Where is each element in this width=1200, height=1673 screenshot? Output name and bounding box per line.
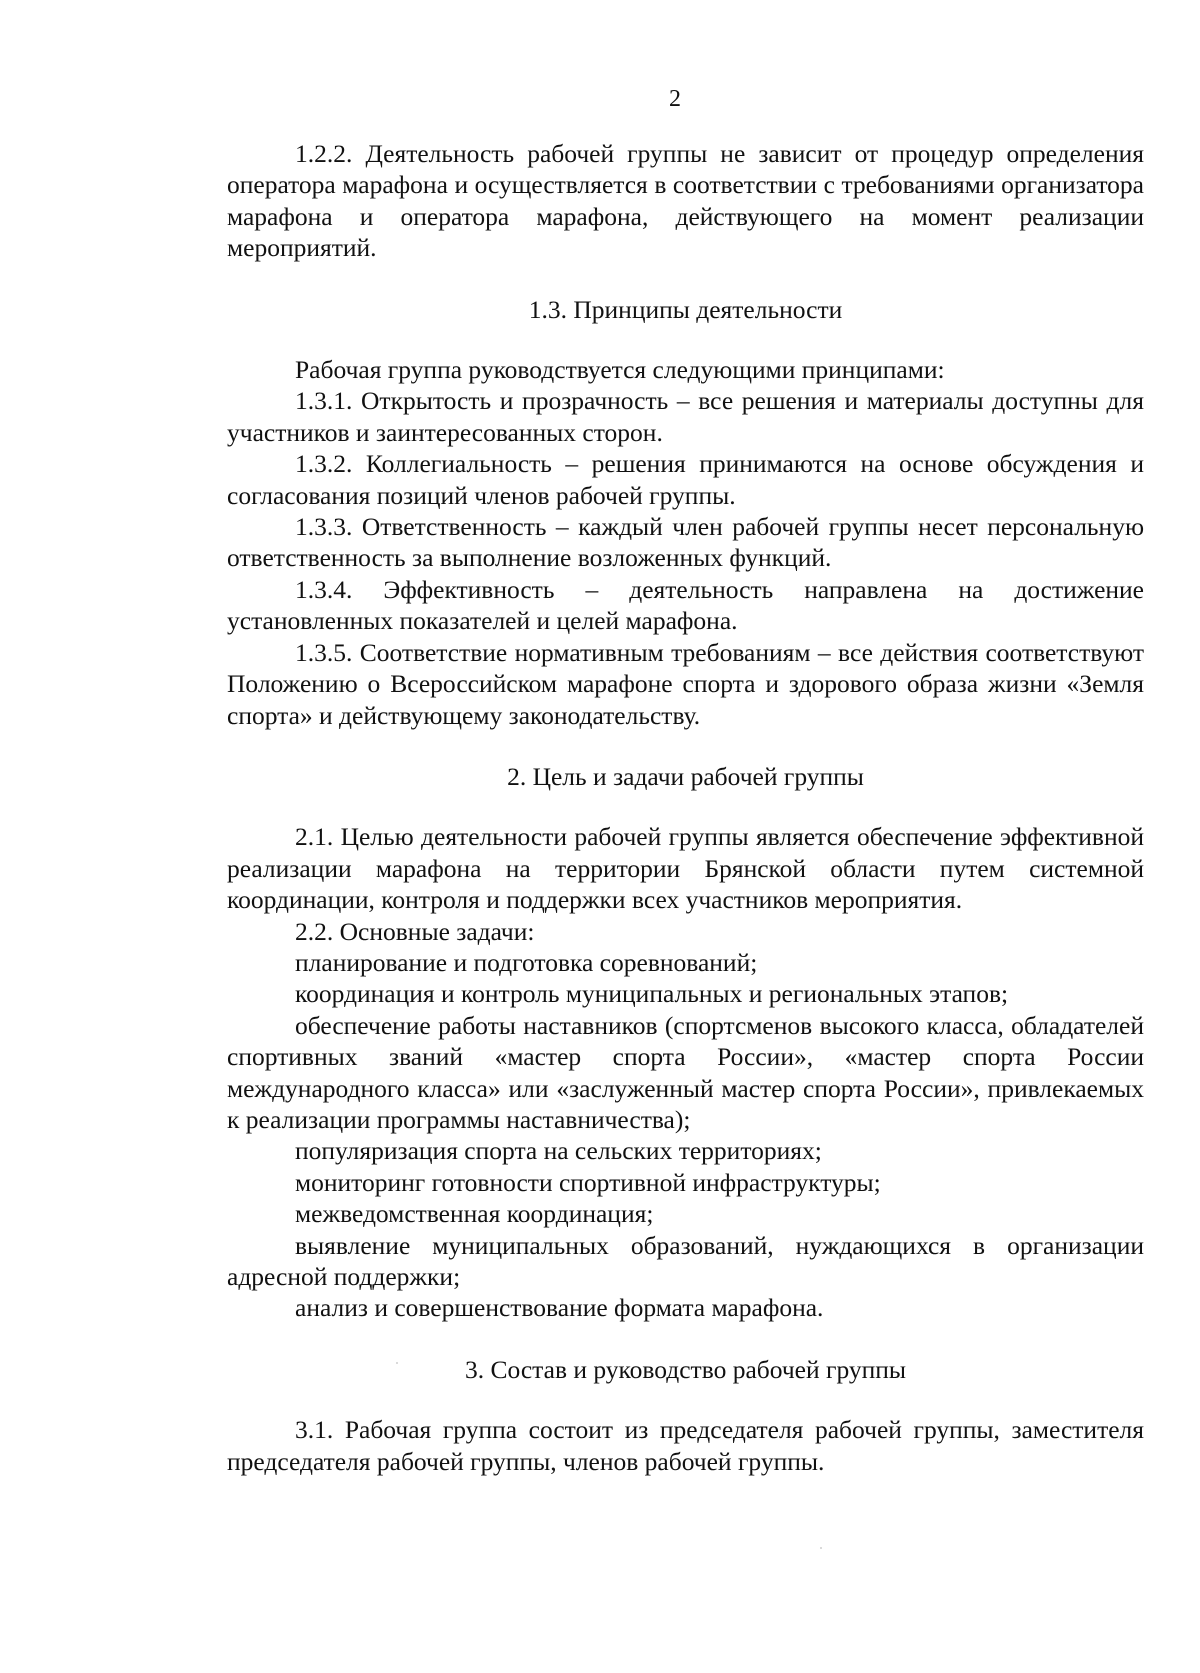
principle-1-3-1: 1.3.1. Открытость и прозрачность – все решения и материалы доступны для участников и заинтересованных сторон. — [227, 386, 1144, 447]
document-body — [227, 138, 1144, 1477]
paragraph-2-1: 2.1. Целью деятельности рабочей группы является обеспечение эффективной реализации марафона на территории Брянской области путем системной координации, контроля и поддержки всех участников мероприятия. — [227, 822, 1144, 915]
task-item: мониторинг готовности спортивной инфраструктуры; — [295, 1167, 881, 1197]
principle-1-3-5: 1.3.5. Соответствие нормативным требованиям – все действия соответствуют Положению о Всероссийском марафоне спорта и здорового образа жизни «Земля спорта» и действующему законодательству. — [227, 637, 1144, 730]
heading-goals-tasks: 2. Цель и задачи рабочей группы — [507, 761, 864, 791]
task-item: популяризация спорта на сельских территориях; — [295, 1136, 822, 1166]
task-item: планирование и подготовка соревнований; — [295, 947, 758, 977]
page-number: 2 — [669, 86, 681, 112]
task-item: обеспечение работы наставников (спортсменов высокого класса, обладателей спортивных званий «мастер спорта России», «мастер спорта России международного класса» или «заслуженный мастер спорта России», привлекаемых к реализации программы наставничества); — [227, 1010, 1144, 1134]
scan-speck — [820, 1547, 822, 1549]
paragraph-2-2-intro: 2.2. Основные задачи: — [295, 916, 535, 946]
scan-speck — [396, 1362, 398, 1364]
heading-principles: 1.3. Принципы деятельности — [528, 294, 843, 324]
heading-composition: 3. Состав и руководство рабочей группы — [464, 1354, 907, 1384]
task-item: межведомственная координация; — [295, 1199, 654, 1229]
task-item: анализ и совершенствование формата марафона. — [295, 1293, 824, 1323]
task-item: координация и контроль муниципальных и региональных этапов; — [295, 979, 1009, 1009]
principles-intro: Рабочая группа руководствуется следующими принципами: — [295, 355, 945, 385]
principle-1-3-2: 1.3.2. Коллегиальность – решения принимаются на основе обсуждения и согласования позиций членов рабочей группы. — [227, 449, 1144, 510]
principle-1-3-4: 1.3.4. Эффективность – деятельность направлена на достижение установленных показателей и целей марафона. — [227, 574, 1144, 636]
principle-1-3-3: 1.3.3. Ответственность – каждый член рабочей группы несет персональную ответственность за выполнение возложенных функций. — [227, 512, 1144, 573]
task-item: выявление муниципальных образований, нуждающихся в организации адресной поддержки; — [227, 1230, 1144, 1291]
paragraph-3-1: 3.1. Рабочая группа состоит из председателя рабочей группы, заместителя председателя рабочей группы, членов рабочей группы. — [227, 1415, 1144, 1476]
paragraph-1-2-2: 1.2.2. Деятельность рабочей группы не зависит от процедур определения оператора марафона и осуществляется в соответствии с требованиями организатора марафона и оператора марафона, действующего на момент реализации мероприятий. — [227, 139, 1144, 263]
